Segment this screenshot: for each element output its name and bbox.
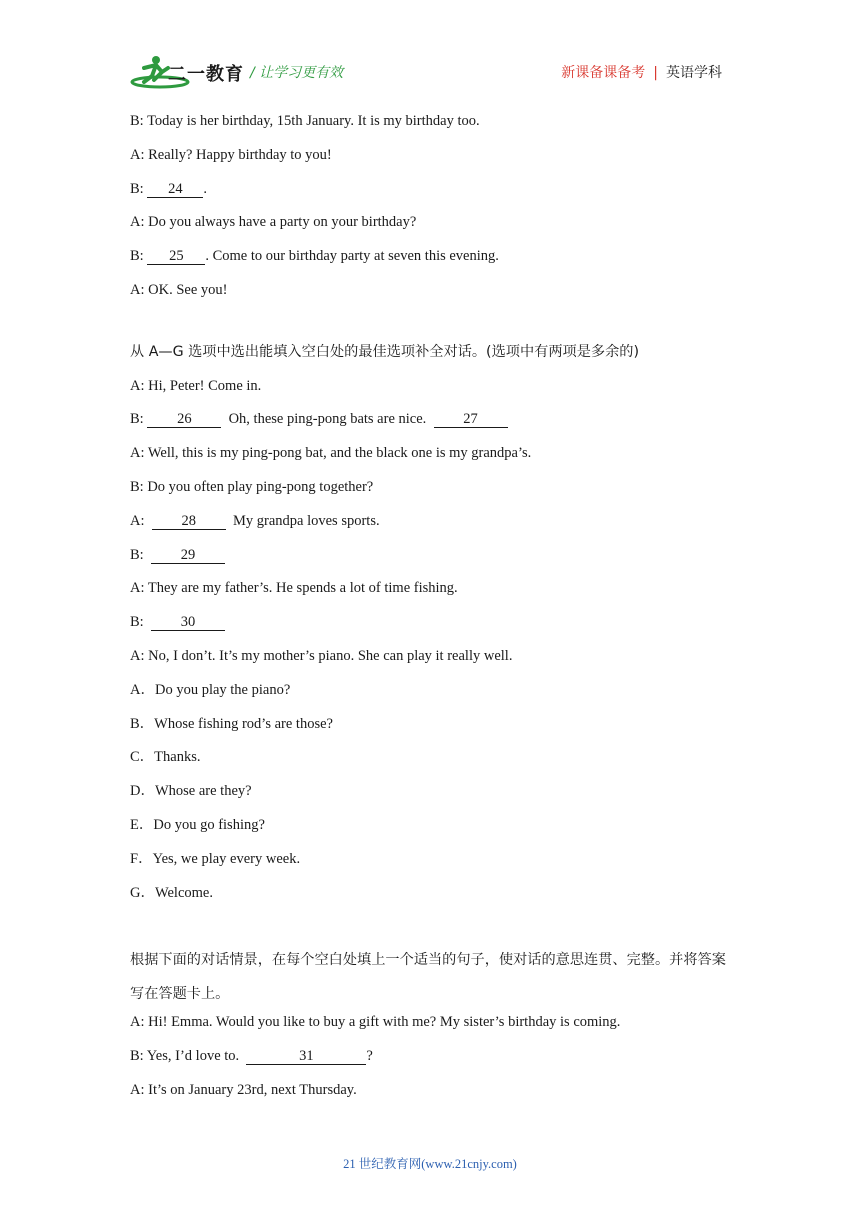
option-item: C．Thanks.	[130, 749, 201, 766]
blank-26: 26	[147, 411, 221, 428]
line-text: My grandpa loves sports.	[225, 512, 380, 529]
dialogue-line: A: OK. See you!	[130, 281, 228, 298]
dialogue-line: A: Really? Happy birthday to you!	[130, 146, 332, 163]
dialogue-line	[130, 611, 740, 645]
line-text: ?	[366, 1048, 373, 1065]
speaker: B:	[130, 546, 151, 563]
section-instruction: 从 A—G 选项中选出能填入空白处的最佳选项补全对话。(选项中有两项是多余的)	[130, 343, 639, 360]
brand-label: 新课备课备考	[561, 65, 646, 81]
speaker: A:	[130, 512, 152, 529]
blank-28: 28	[152, 513, 226, 530]
dialogue-line: A: Well, this is my ping-pong bat, and the black one is my grandpa’s.	[130, 445, 532, 462]
option-item: B．Whose fishing rod’s are those?	[130, 715, 333, 732]
speaker: B:	[130, 180, 148, 197]
line-text: Oh, these ping-pong bats are nice.	[221, 411, 434, 428]
blank-27: 27	[434, 411, 508, 428]
speaker: B:	[130, 411, 148, 428]
dialogue-line: B: Today is her birthday, 15th January. It is my birthday too.	[130, 113, 480, 129]
dialogue-line	[130, 510, 740, 544]
dialogue-line	[130, 178, 740, 212]
dialogue-line: A: No, I don’t. It’s my mother’s piano. She can play it really well.	[130, 647, 513, 664]
dialogue-line: A: Hi! Emma. Would you like to buy a gift with me? My sister’s birthday is coming.	[130, 1014, 621, 1031]
logo-text: 二一教育	[168, 64, 244, 85]
blank-30: 30	[151, 614, 225, 631]
line-text: .	[203, 180, 207, 197]
line-text: . Come to our birthday party at seven this evening.	[205, 248, 499, 265]
blank-24: 24	[147, 181, 203, 198]
dialogue-line	[130, 245, 740, 279]
option-item: F．Yes, we play every week.	[130, 850, 301, 867]
dialogue-line: A: Hi, Peter! Come in.	[130, 377, 262, 394]
subject-label: 英语学科	[666, 65, 722, 81]
dialogue-line: A: It’s on January 23rd, next Thursday.	[130, 1081, 357, 1098]
speaker: B: Yes, I’d love to.	[130, 1048, 247, 1065]
blank-29: 29	[151, 547, 225, 564]
speaker: B:	[130, 614, 151, 631]
option-item: D．Whose are they?	[130, 783, 252, 800]
speaker: B:	[130, 248, 148, 265]
dialogue-line	[130, 408, 740, 442]
header-right	[561, 62, 722, 82]
dialogue-line: A: They are my father’s. He spends a lot of time fishing.	[130, 580, 458, 597]
option-item: A．Do you play the piano?	[130, 681, 291, 698]
dialogue-line: B: Do you often play ping-pong together?	[130, 478, 374, 495]
blank-25: 25	[147, 248, 205, 265]
slogan: / 让学习更有效	[250, 65, 344, 81]
option-item: E．Do you go fishing?	[130, 816, 265, 833]
header-separator: |	[653, 65, 658, 81]
page-footer[interactable]: 21 世纪教育网(www.21cnjy.com)	[343, 1157, 517, 1171]
option-item: G．Welcome.	[130, 884, 213, 901]
dialogue-line	[130, 1045, 740, 1079]
document-body	[130, 110, 740, 1113]
blank-31: 31	[246, 1048, 366, 1065]
page-header	[0, 0, 860, 100]
dialogue-line: A: Do you always have a party on your birthday?	[130, 214, 417, 231]
dialogue-line	[130, 544, 740, 578]
section-instruction: 根据下面的对话情景，在每个空白处填上一个适当的句子，使对话的意思连贯、完整。并将答案写在答题卡上。	[130, 952, 726, 1003]
